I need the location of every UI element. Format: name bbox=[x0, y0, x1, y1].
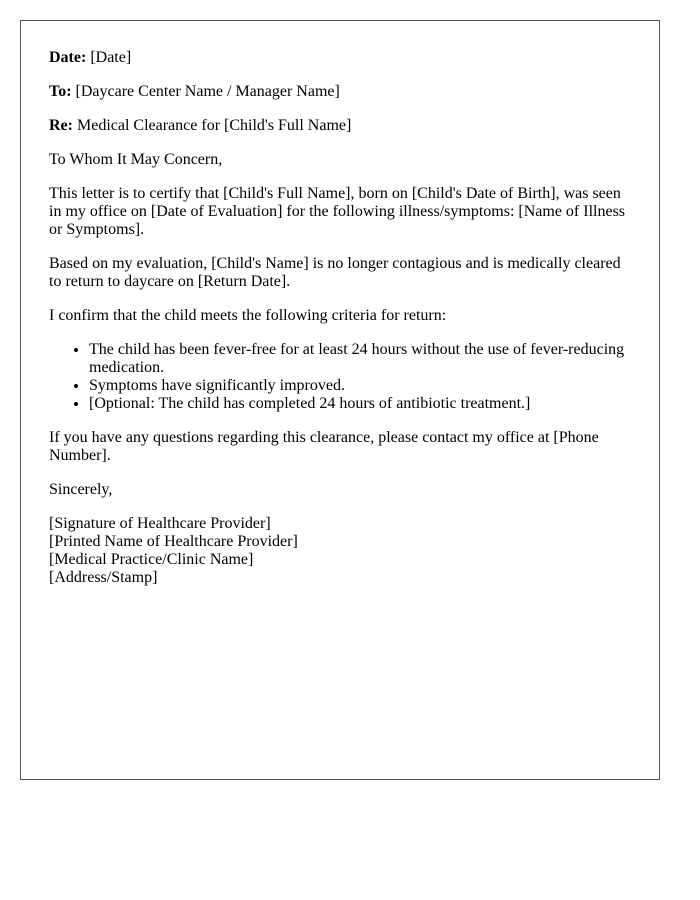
subject-line bbox=[49, 117, 631, 135]
criteria-item-symptoms: • Symptoms have significantly improved. bbox=[89, 377, 631, 395]
criteria-item-fever-free: • The child has been fever-free for at least 24 hours without the use of fever-reducing medication. bbox=[89, 341, 631, 377]
date-value: [Date] bbox=[90, 49, 132, 66]
criteria-item-antibiotic: • [Optional: The child has completed 24 hours of antibiotic treatment.] bbox=[89, 395, 631, 413]
practice-name-line: [Medical Practice/Clinic Name] bbox=[49, 551, 254, 568]
address-stamp-line: [Address/Stamp] bbox=[49, 569, 158, 586]
recipient-line bbox=[49, 83, 631, 101]
letter-page bbox=[20, 20, 660, 780]
criteria-intro: I confirm that the child meets the following criteria for return: bbox=[49, 307, 447, 324]
contact-paragraph: If you have any questions regarding this clearance, please contact my office at [Phone Number]. bbox=[49, 429, 599, 464]
recipient-value: [Daycare Center Name / Manager Name] bbox=[75, 83, 340, 100]
certification-paragraph: This letter is to certify that [Child's Full Name], born on [Child's Date of Birth], was seen in my office on [Date of Evaluation] for the following illness/symptoms: [Name of Illness or Symptoms]. bbox=[49, 185, 626, 238]
date-line bbox=[49, 49, 631, 67]
signature-line: [Signature of Healthcare Provider] bbox=[49, 515, 271, 532]
salutation: To Whom It May Concern, bbox=[49, 151, 223, 168]
recipient-label: To: bbox=[49, 83, 72, 100]
sign-off: Sincerely, bbox=[49, 481, 113, 498]
signature-block bbox=[49, 515, 631, 587]
criteria-list bbox=[49, 341, 631, 413]
evaluation-paragraph: Based on my evaluation, [Child's Name] is no longer contagious and is medically cleared to return to daycare on [Return Date]. bbox=[49, 255, 621, 290]
printed-name-line: [Printed Name of Healthcare Provider] bbox=[49, 533, 298, 550]
subject-value: Medical Clearance for [Child's Full Name] bbox=[76, 117, 352, 134]
date-label: Date: bbox=[49, 49, 87, 66]
subject-label: Re: bbox=[49, 117, 73, 134]
